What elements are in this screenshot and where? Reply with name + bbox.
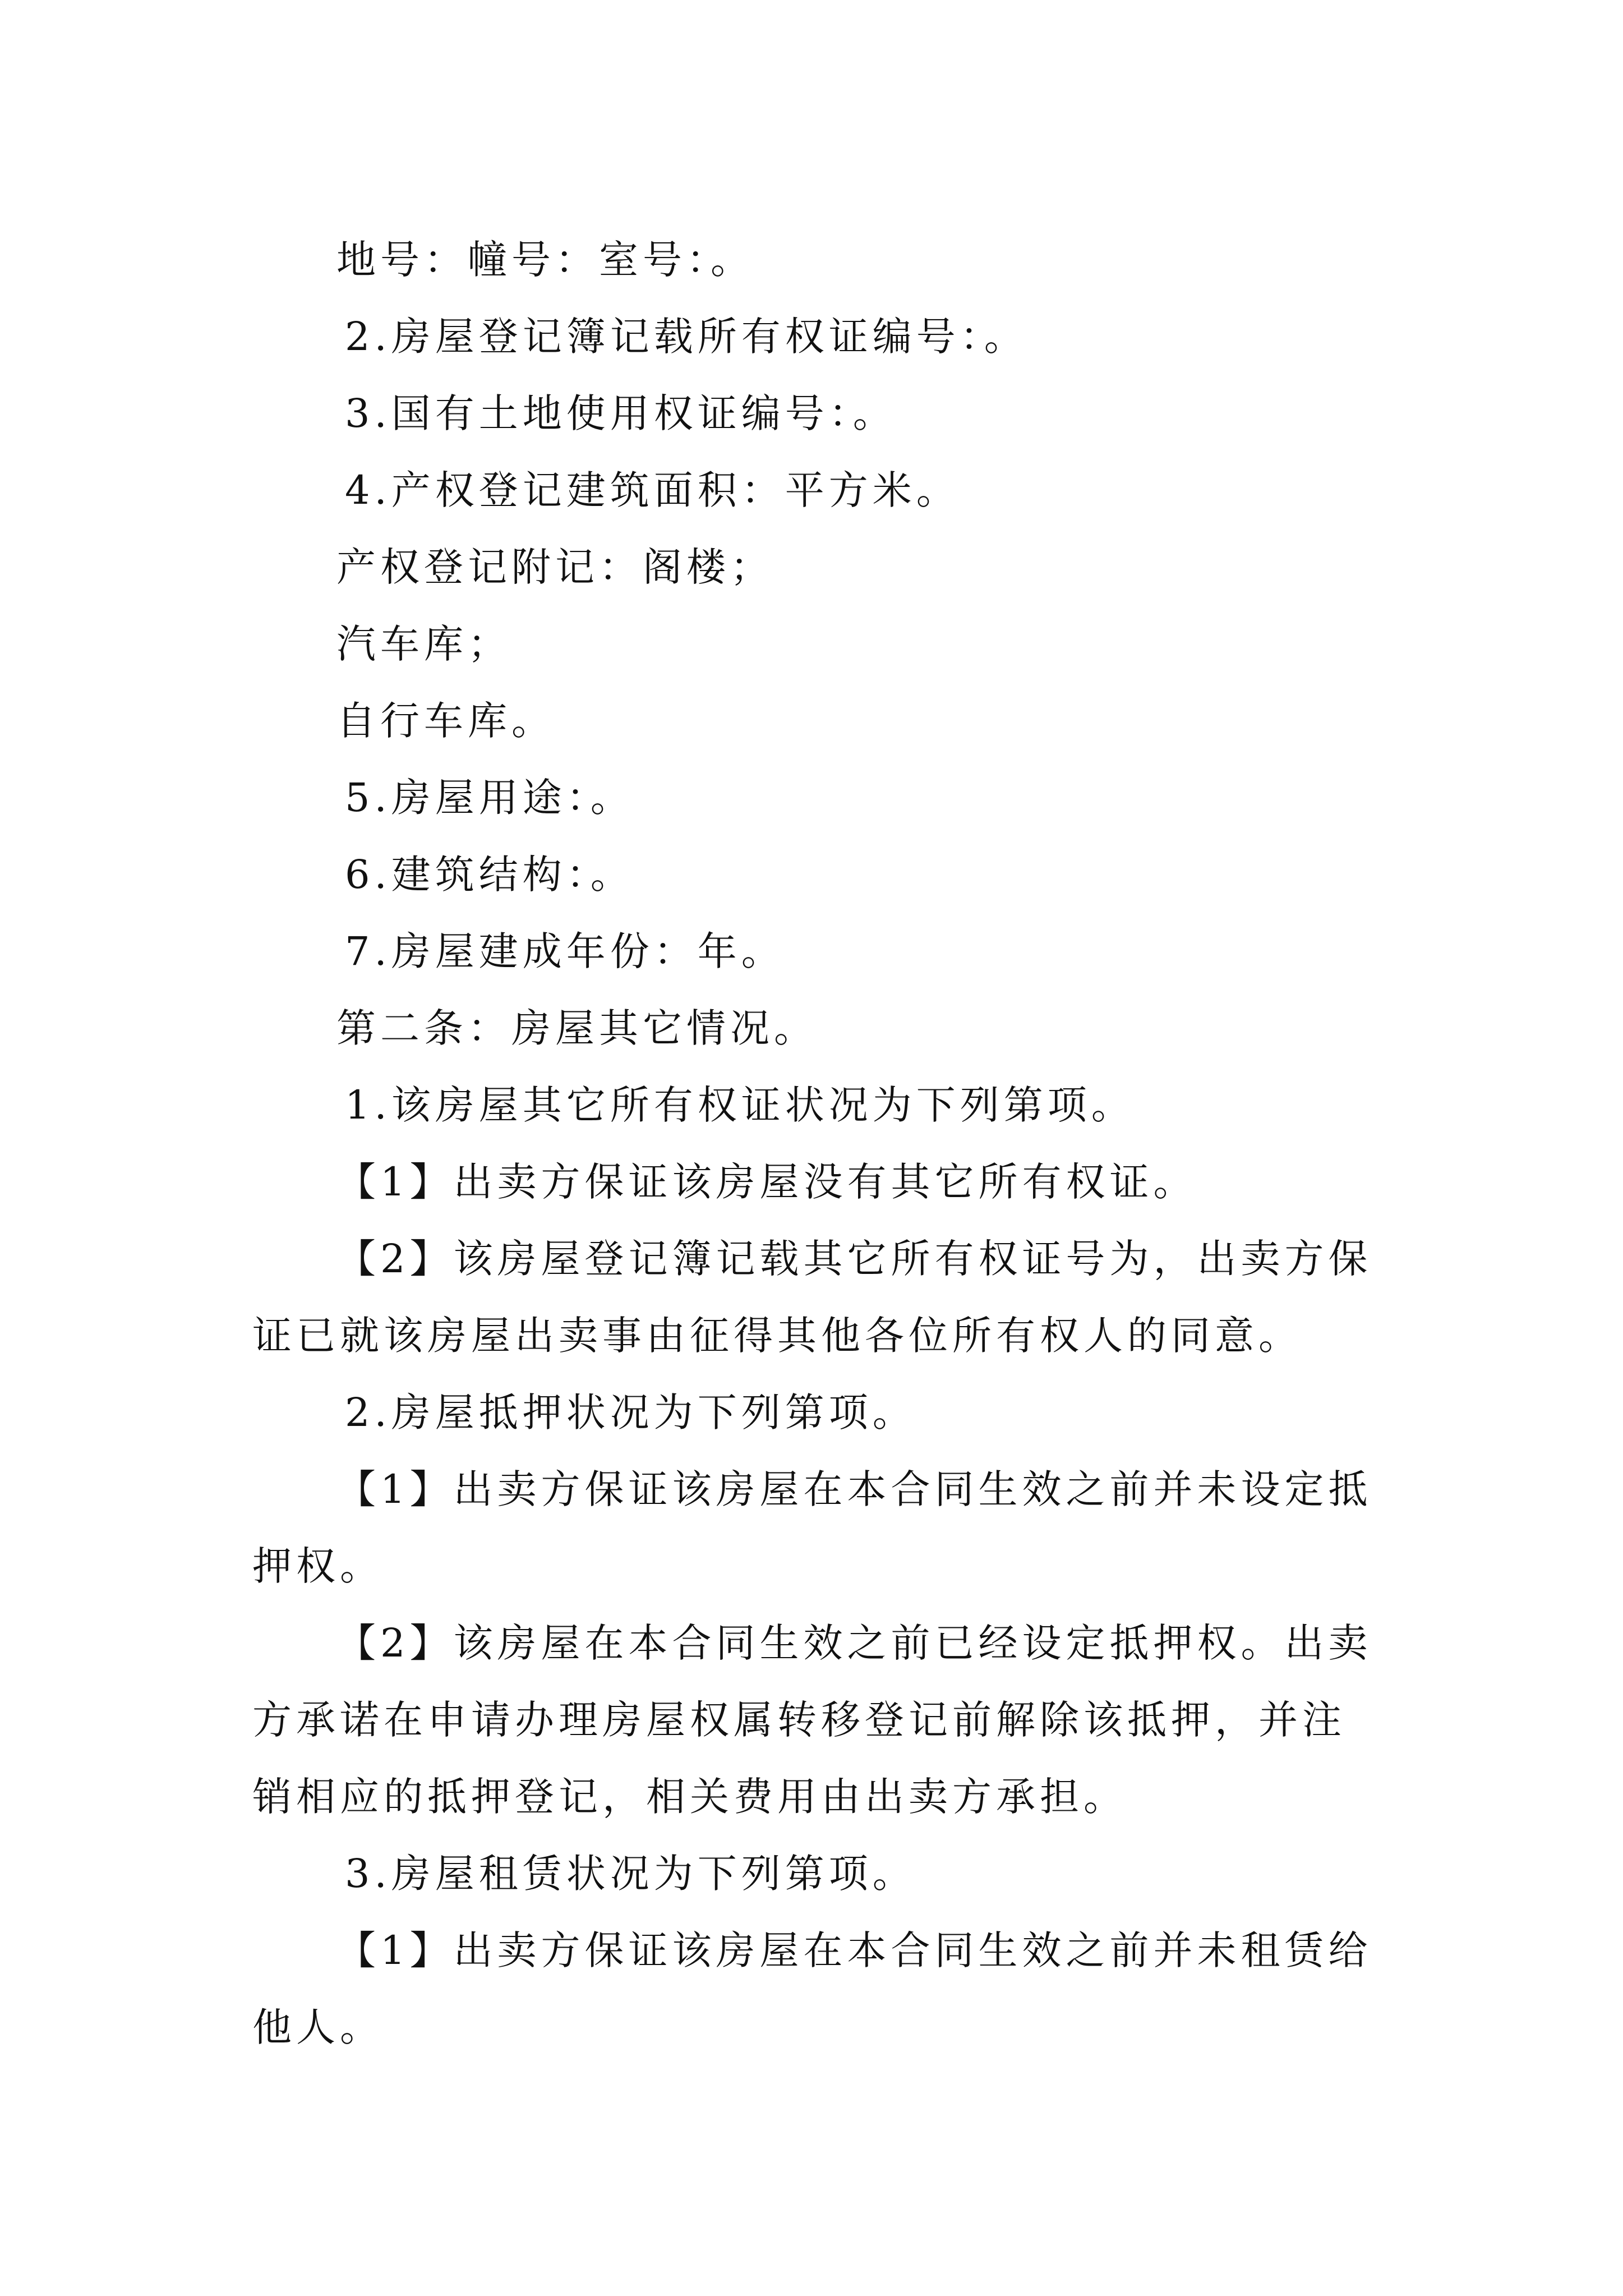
document-body xyxy=(252,222,1380,2066)
paragraph-construction-year: 7.房屋建成年份：年。 xyxy=(345,928,785,974)
paragraph-other-certificates: 1.该房屋其它所有权证状况为下列第项。 xyxy=(345,1082,1135,1128)
paragraph-bicycle-garage: 自行车库。 xyxy=(336,698,555,744)
option-other-certificates-consent: 【2】该房屋登记簿记载其它所有权证号为，出卖方保证已就该房屋出卖事由征得其他各位所有权人的同意。 xyxy=(252,1236,1372,1359)
option-no-other-certificates: 【1】出卖方保证该房屋没有其它所有权证。 xyxy=(336,1159,1197,1205)
paragraph-building-structure: 6.建筑结构：。 xyxy=(345,852,634,898)
paragraph-land-use-certificate: 3.国有土地使用权证编号：。 xyxy=(345,390,897,436)
option-mortgage-release: 【2】该房屋在本合同生效之前已经设定抵押权。出卖方承诺在申请办理房屋权属转移登记前解除该抵押，并注销相应的抵押登记，相关费用由出卖方承担。 xyxy=(252,1620,1372,1820)
paragraph-certificate-number: 2.房屋登记簿记载所有权证编号：。 xyxy=(345,314,1028,360)
paragraph-lease-status: 3.房屋租赁状况为下列第项。 xyxy=(345,1851,916,1897)
paragraph-house-use: 5.房屋用途：。 xyxy=(345,775,634,821)
paragraph-lot-number: 地号：幢号：室号：。 xyxy=(336,237,754,283)
section-heading-article-two: 第二条：房屋其它情况。 xyxy=(336,1005,818,1051)
option-not-leased: 【1】出卖方保证该房屋在本合同生效之前并未租赁给他人。 xyxy=(252,1927,1372,2050)
paragraph-mortgage-status: 2.房屋抵押状况为下列第项。 xyxy=(345,1389,916,1435)
paragraph-garage: 汽车库； xyxy=(336,621,511,667)
paragraph-floor-area: 4.产权登记建筑面积：平方米。 xyxy=(345,467,960,513)
paragraph-attic-note: 产权登记附记：阁楼； xyxy=(336,544,774,590)
option-no-mortgage: 【1】出卖方保证该房屋在本合同生效之前并未设定抵押权。 xyxy=(252,1466,1372,1589)
